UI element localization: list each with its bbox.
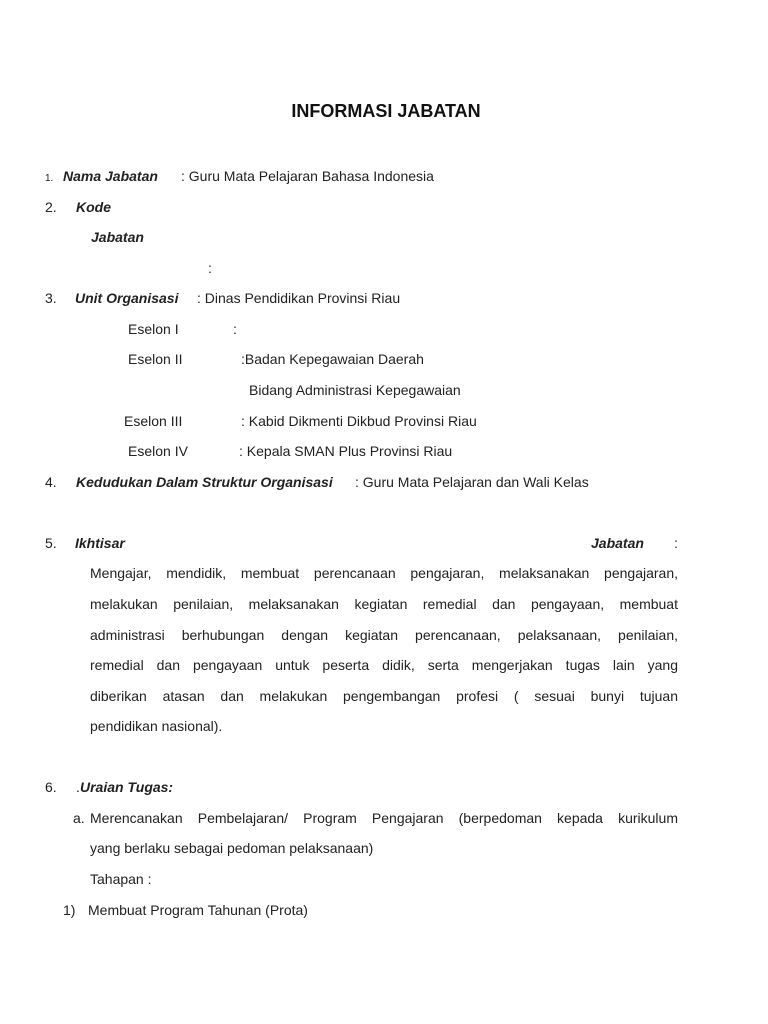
summary-line-2: melakukan penilaian, melaksanakan kegiatan remedial dan pengayaan, membuat <box>90 596 678 612</box>
item-2-label-line1: Kode <box>76 199 111 215</box>
summary-line-1: Mengajar, mendidik, membuat perencanaan pengajaran, melaksanakan pengajaran, <box>90 565 678 581</box>
eselon-2-value-line2: Bidang Administrasi Kepegawaian <box>249 382 461 398</box>
item-4-value: : Guru Mata Pelajaran dan Wali Kelas <box>355 474 589 490</box>
item-3-number: 3. <box>45 290 57 306</box>
eselon-4-label: Eselon IV <box>128 443 188 459</box>
item-5-label-jabatan: Jabatan <box>591 535 644 551</box>
document-title: INFORMASI JABATAN <box>291 101 481 121</box>
item-6-label: Uraian Tugas: <box>80 779 174 795</box>
eselon-1-value: : <box>233 321 237 337</box>
item-6-dot: . <box>76 779 80 795</box>
item-4-label: Kedudukan Dalam Struktur Organisasi <box>76 474 333 490</box>
step-1-text: Membuat Program Tahunan (Prota) <box>88 902 308 918</box>
eselon-4-value: : Kepala SMAN Plus Provinsi Riau <box>239 443 453 459</box>
step-1-marker: 1) <box>63 902 76 918</box>
eselon-3-label: Eselon III <box>124 413 183 429</box>
item-3-label: Unit Organisasi <box>75 290 179 306</box>
eselon-1-label: Eselon I <box>128 321 179 337</box>
item-2-label-line2: Jabatan <box>91 229 144 245</box>
item-1-label: Nama Jabatan <box>63 168 158 184</box>
eselon-2-label: Eselon II <box>128 351 183 367</box>
task-a-line-2: yang berlaku sebagai pedoman pelaksanaan) <box>90 840 374 856</box>
task-a-marker: a. <box>73 810 85 826</box>
item-2-number: 2. <box>45 199 57 215</box>
item-5-colon: : <box>674 535 678 551</box>
item-5-number: 5. <box>45 535 57 551</box>
eselon-3-value: : Kabid Dikmenti Dikbud Provinsi Riau <box>241 413 477 429</box>
task-a-line-1: Merencanakan Pembelajaran/ Program Pengajaran (berpedoman kepada kurikulum <box>90 810 678 826</box>
eselon-2-value: :Badan Kepegawaian Daerah <box>241 351 424 367</box>
item-1-value: : Guru Mata Pelajaran Bahasa Indonesia <box>181 168 434 184</box>
summary-line-3: administrasi berhubungan dengan kegiatan perencanaan, pelaksanaan, penilaian, <box>90 627 678 643</box>
item-5-label-ikhtisar: Ikhtisar <box>75 535 125 551</box>
tahapan-label: Tahapan : <box>90 871 152 887</box>
summary-line-4: remedial dan pengayaan untuk peserta didik, serta mengerjakan tugas lain yang <box>90 657 678 673</box>
summary-line-5: diberikan atasan dan melakukan pengembangan profesi ( sesuai bunyi tujuan <box>90 688 678 704</box>
item-6-number: 6. <box>45 779 57 795</box>
item-1-number: 1. <box>45 173 54 184</box>
item-4-number: 4. <box>45 474 57 490</box>
item-2-colon: : <box>208 260 212 276</box>
summary-line-6: pendidikan nasional). <box>90 718 223 734</box>
item-3-value: : Dinas Pendidikan Provinsi Riau <box>197 290 401 306</box>
